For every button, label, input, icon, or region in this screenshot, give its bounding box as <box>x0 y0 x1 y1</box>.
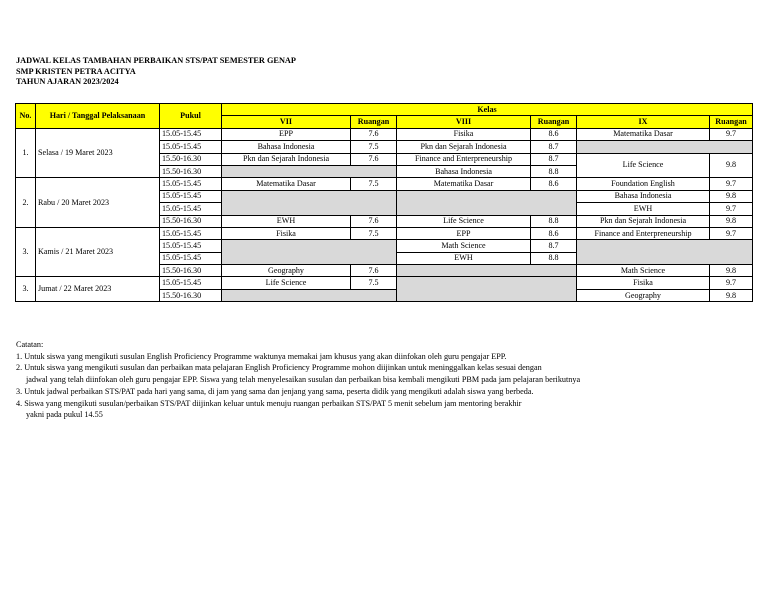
day-label: Selasa / 19 Maret 2023 <box>36 128 160 178</box>
vii-subject: Pkn dan Sejarah Indonesia <box>222 153 351 165</box>
viii-subject: Finance and Enterpreneurship <box>397 153 531 165</box>
viii-room: 8.8 <box>531 252 577 264</box>
time-cell: 15.50-16.30 <box>160 153 222 165</box>
time-cell: 15.05-15.45 <box>160 240 222 252</box>
time-cell: 15.05-15.45 <box>160 277 222 289</box>
ix-room: 9.7 <box>710 128 753 140</box>
note-line: 4. Siswa yang mengikuti susulan/perbaikan STS/PAT diijinkan keluar untuk menuju ruangan perbaikan STS/PAT 5 menit sebelum jam mentoring berakhir <box>16 398 522 408</box>
col-header-hari: Hari / Tanggal Pelaksanaan <box>36 104 160 129</box>
col-header-kelas: Kelas <box>222 104 753 116</box>
day-label: Rabu / 20 Maret 2023 <box>36 178 160 228</box>
time-cell: 15.50-16.30 <box>160 165 222 177</box>
vii-subject: EWH <box>222 215 351 227</box>
row-number: 3. <box>16 277 36 302</box>
vii-room: 7.5 <box>351 227 397 239</box>
time-cell: 15.50-16.30 <box>160 265 222 277</box>
viii-room: 8.7 <box>531 240 577 252</box>
ix-subject: Foundation English <box>577 178 710 190</box>
empty-cell <box>397 190 577 215</box>
ix-room: 9.8 <box>710 190 753 202</box>
row-number: 3. <box>16 227 36 277</box>
title-line-1: JADWAL KELAS TAMBAHAN PERBAIKAN STS/PAT SEMESTER GENAP <box>16 56 296 65</box>
viii-subject: Life Science <box>397 215 531 227</box>
col-header-viii: VIII <box>397 116 531 128</box>
vii-room: 7.6 <box>351 265 397 277</box>
document-title <box>16 56 296 88</box>
viii-subject: Matematika Dasar <box>397 178 531 190</box>
viii-room: 8.6 <box>531 178 577 190</box>
viii-room: 8.8 <box>531 215 577 227</box>
vii-room: 7.5 <box>351 141 397 153</box>
ix-subject: Life Science <box>577 153 710 178</box>
vii-subject: Bahasa Indonesia <box>222 141 351 153</box>
time-cell: 15.05-15.45 <box>160 203 222 215</box>
viii-room: 8.8 <box>531 165 577 177</box>
ix-subject: Pkn dan Sejarah Indonesia <box>577 215 710 227</box>
vii-room: 7.6 <box>351 153 397 165</box>
ix-subject: Geography <box>577 289 710 301</box>
viii-room: 8.7 <box>531 141 577 153</box>
table-row <box>16 178 753 190</box>
empty-cell <box>222 240 397 265</box>
row-number: 2. <box>16 178 36 228</box>
ix-subject: Fisika <box>577 277 710 289</box>
empty-cell <box>222 289 397 301</box>
ix-subject: Bahasa Indonesia <box>577 190 710 202</box>
ix-room: 9.8 <box>710 153 753 178</box>
col-header-ruangan: Ruangan <box>710 116 753 128</box>
ix-room: 9.8 <box>710 215 753 227</box>
ix-room: 9.7 <box>710 277 753 289</box>
viii-subject: Fisika <box>397 128 531 140</box>
title-line-3: TAHUN AJARAN 2023/2024 <box>16 77 119 87</box>
ix-room: 9.7 <box>710 203 753 215</box>
vii-subject: Matematika Dasar <box>222 178 351 190</box>
schedule-table <box>15 103 753 302</box>
ix-room: 9.8 <box>710 265 753 277</box>
ix-room: 9.8 <box>710 289 753 301</box>
time-cell: 15.05-15.45 <box>160 128 222 140</box>
row-number: 1. <box>16 128 36 178</box>
notes-heading: Catatan: <box>16 340 44 349</box>
empty-cell <box>397 277 577 302</box>
note-line: 3. Untuk jadwal perbaikan STS/PAT pada hari yang sama, di jam yang sama dan jenjang yang sama, peserta didik yang mengikuti adalah siswa yang berbeda. <box>16 386 534 396</box>
col-header-pukul: Pukul <box>160 104 222 129</box>
note-line: 2. Untuk siswa yang mengikuti susulan dan perbaikan mata pelajaran English Proficiency Programme mohon diijinkan untuk meninggalkan kelas sesuai dengan <box>16 363 542 373</box>
ix-subject: EWH <box>577 203 710 215</box>
note-line: yakni pada pukul 14.55 <box>26 410 103 420</box>
col-header-ix: IX <box>577 116 710 128</box>
time-cell: 15.05-15.45 <box>160 178 222 190</box>
col-header-vii: VII <box>222 116 351 128</box>
vii-room: 7.6 <box>351 128 397 140</box>
vii-room: 7.6 <box>351 215 397 227</box>
col-header-ruangan: Ruangan <box>531 116 577 128</box>
note-line: 1. Untuk siswa yang mengikuti susulan English Proficiency Programme waktunya memakai jam khusus yang akan diinfokan oleh guru pengajar EPP. <box>16 351 507 361</box>
time-cell: 15.05-15.45 <box>160 227 222 239</box>
notes-section <box>16 339 580 421</box>
viii-subject: Bahasa Indonesia <box>397 165 531 177</box>
ix-room: 9.7 <box>710 178 753 190</box>
empty-cell <box>222 165 397 177</box>
table-row <box>16 277 753 289</box>
vii-subject: Geography <box>222 265 351 277</box>
note-line: jadwal yang telah diinfokan oleh guru pengajar EPP. Siswa yang telah menyelesaikan susulan dan perbaikan bisa kembali mengikuti PBM pada jam pelajaran berikutnya <box>26 375 581 385</box>
time-cell: 15.50-16.30 <box>160 289 222 301</box>
time-cell: 15.05-15.45 <box>160 141 222 153</box>
col-header-ruangan: Ruangan <box>351 116 397 128</box>
empty-cell <box>577 141 753 153</box>
vii-subject: Life Science <box>222 277 351 289</box>
col-header-no: No. <box>16 104 36 129</box>
vii-subject: EPP <box>222 128 351 140</box>
empty-cell <box>397 265 577 277</box>
viii-subject: Pkn dan Sejarah Indonesia <box>397 141 531 153</box>
ix-room: 9.7 <box>710 227 753 239</box>
empty-cell <box>577 240 753 265</box>
ix-subject: Finance and Enterpreneurship <box>577 227 710 239</box>
vii-subject: Fisika <box>222 227 351 239</box>
day-label: Kamis / 21 Maret 2023 <box>36 227 160 277</box>
vii-room: 7.5 <box>351 178 397 190</box>
time-cell: 15.50-16.30 <box>160 215 222 227</box>
viii-room: 8.6 <box>531 128 577 140</box>
ix-subject: Matematika Dasar <box>577 128 710 140</box>
empty-cell <box>222 190 397 215</box>
day-label: Jumat / 22 Maret 2023 <box>36 277 160 302</box>
ix-subject: Math Science <box>577 265 710 277</box>
time-cell: 15.05-15.45 <box>160 252 222 264</box>
viii-room: 8.6 <box>531 227 577 239</box>
table-row <box>16 128 753 140</box>
viii-room: 8.7 <box>531 153 577 165</box>
viii-subject: Math Science <box>397 240 531 252</box>
table-row <box>16 227 753 239</box>
viii-subject: EPP <box>397 227 531 239</box>
vii-room: 7.5 <box>351 277 397 289</box>
time-cell: 15.05-15.45 <box>160 190 222 202</box>
title-line-2: SMP KRISTEN PETRA ACITYA <box>16 66 136 76</box>
viii-subject: EWH <box>397 252 531 264</box>
